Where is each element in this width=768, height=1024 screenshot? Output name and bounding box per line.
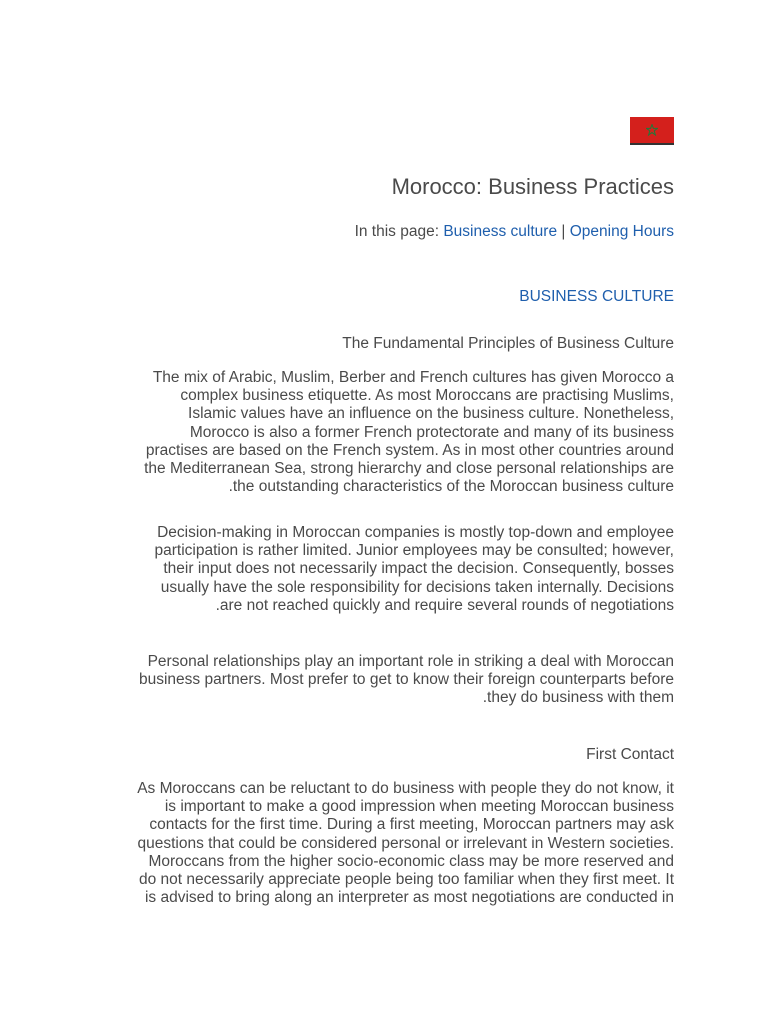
business-culture-link[interactable]: Business culture [443,223,558,240]
paragraph-decision-making [154,524,674,615]
star-icon [646,124,658,136]
text-line: Islamic values have an influence on the business culture. Nonetheless, [188,405,674,423]
toc-prefix: In this page: [354,223,440,240]
paragraph-personal-relationships [139,653,674,708]
subheading-fundamental-principles: The Fundamental Principles of Business Culture [342,335,674,352]
text-line: is advised to bring along an interpreter as most negotiations are conducted in [144,889,674,907]
page-title: Morocco: Business Practices [391,174,674,199]
text-line: Personal relationships play an important role in striking a deal with Moroccan [147,653,674,670]
text-line: contacts for the first time. During a first meeting, Moroccan partners may ask [149,816,674,834]
text-line: Moroccans from the higher socio-economic class may be more reserved and [148,852,674,870]
text-line: usually have the sole responsibility for decisions taken internally. Decisions [160,578,674,596]
text-line: As Moroccans can be reluctant to do business with people they do not know, it [137,780,674,797]
toc-separator: | [561,223,566,240]
morocco-flag-icon [630,117,674,145]
text-line: complex business etiquette. As most Moroccans are practising Muslims, [180,387,674,405]
text-line: questions that could be considered personal or irrelevant in Western societies. [137,834,674,852]
text-line: do not necessarily appreciate people being too familiar when they first meet. It [138,871,674,889]
text-line: is important to make a good impression when meeting Moroccan business [164,798,674,816]
paragraph-cultural-mix [144,369,674,496]
text-line: business partners. Most prefer to get to know their foreign counterparts before [138,671,674,689]
section-heading-business-culture: BUSINESS CULTURE [519,288,674,305]
text-line: the Mediterranean Sea, strong hierarchy and close personal relationships are [144,460,674,478]
subheading-first-contact: First Contact [586,746,674,763]
text-line: .they do business with them [482,689,674,707]
text-line: .are not reached quickly and require several rounds of negotiations [215,596,674,614]
text-line: their input does not necessarily impact the decision. Consequently, bosses [163,560,674,578]
paragraph-first-contact [137,780,674,907]
text-line: participation is rather limited. Junior employees may be consulted; however, [154,542,674,560]
text-line: Morocco is also a former French protectorate and many of its business [189,423,674,441]
text-line: The mix of Arabic, Muslim, Berber and French cultures has given Morocco a [152,369,674,386]
text-line: practises are based on the French system. As in most other countries around [145,441,674,459]
text-line: Decision-making in Moroccan companies is mostly top-down and employee [157,524,674,541]
opening-hours-link[interactable]: Opening Hours [569,223,674,240]
in-page-nav [355,223,674,241]
text-line: .the outstanding characteristics of the Moroccan business culture [228,478,674,496]
